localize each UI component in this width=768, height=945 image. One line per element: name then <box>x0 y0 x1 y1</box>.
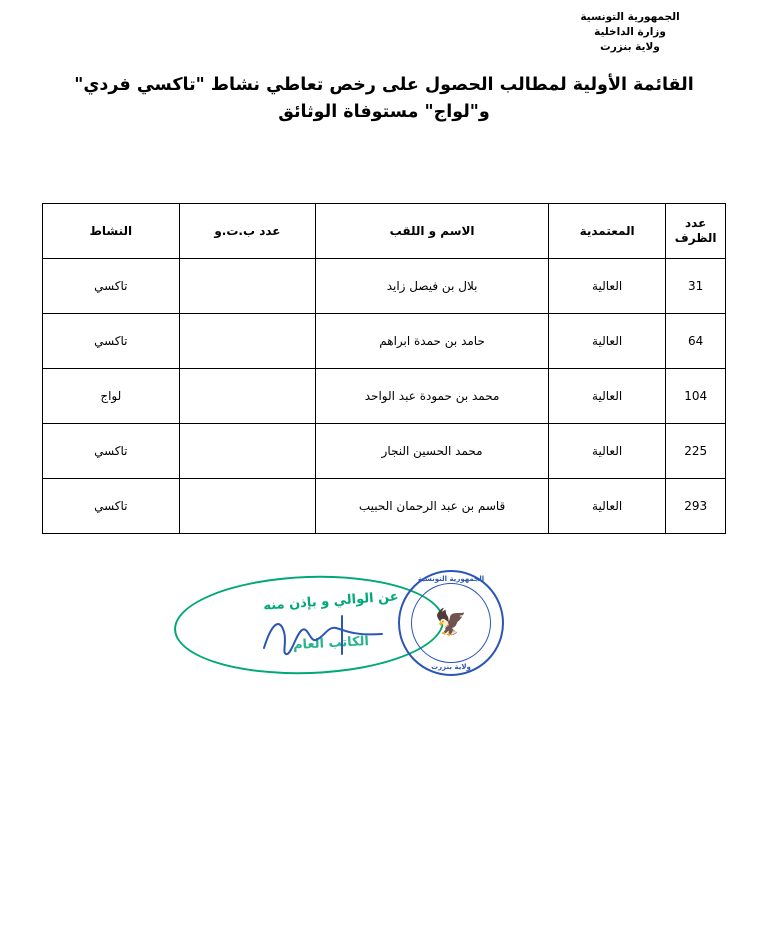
letterhead-ministry: وزارة الداخلية <box>594 26 666 39</box>
page-title <box>0 72 768 126</box>
page-title-line-2: و"لواج" مستوفاة الوثائق <box>278 102 490 123</box>
cell-activity: تاكسي <box>43 259 180 314</box>
column-header-delegation: المعتمدية <box>548 204 665 259</box>
cell-id-number <box>179 369 316 424</box>
cell-id-number <box>179 259 316 314</box>
cell-id-number <box>179 424 316 479</box>
cell-delegation: العالية <box>548 479 665 534</box>
page-title-line-1: القائمة الأولية لمطالب الحصول على رخص تعاطي نشاط "تاكسي فردي" <box>74 75 694 95</box>
cell-activity: لواج <box>43 369 180 424</box>
stamp-top-text: الجمهورية التونسية <box>417 575 485 583</box>
cell-delegation: العالية <box>548 424 665 479</box>
column-header-envelope-number-line1: عدد <box>685 216 707 230</box>
applicants-table-container <box>42 203 726 534</box>
cell-activity: تاكسي <box>43 479 180 534</box>
stamp-bottom-text: ولاية بنزرت <box>431 663 471 671</box>
table-row <box>43 369 726 424</box>
cell-activity: تاكسي <box>43 314 180 369</box>
table-header <box>43 204 726 259</box>
eagle-emblem-icon: 🦅 <box>434 608 468 638</box>
cell-full-name: قاسم بن عبد الرحمان الحبيب <box>316 479 549 534</box>
cell-id-number <box>179 479 316 534</box>
table-body <box>43 259 726 534</box>
column-header-envelope-number-line2: الظرف <box>674 231 717 245</box>
cell-full-name: محمد الحسين النجار <box>316 424 549 479</box>
cell-envelope-number: 104 <box>666 369 726 424</box>
table-header-row <box>43 204 726 259</box>
cell-delegation: العالية <box>548 369 665 424</box>
letterhead-governorate: ولاية بنزرت <box>600 41 660 54</box>
cell-full-name: محمد بن حمودة عبد الواحد <box>316 369 549 424</box>
table-row <box>43 314 726 369</box>
cell-activity: تاكسي <box>43 424 180 479</box>
cell-id-number <box>179 314 316 369</box>
column-header-activity: النشاط <box>43 204 180 259</box>
letterhead <box>520 10 740 56</box>
cell-full-name: بلال بن فيصل زايد <box>316 259 549 314</box>
cell-envelope-number: 225 <box>666 424 726 479</box>
official-stamp-icon <box>398 570 504 676</box>
cell-delegation: العالية <box>548 259 665 314</box>
letterhead-country: الجمهورية التونسية <box>580 11 680 23</box>
cell-delegation: العالية <box>548 314 665 369</box>
column-header-envelope-number <box>666 204 726 259</box>
column-header-id-number: عدد ب.ت.و <box>179 204 316 259</box>
table-row <box>43 424 726 479</box>
signature-area <box>150 560 530 700</box>
cell-envelope-number: 31 <box>666 259 726 314</box>
table-row <box>43 479 726 534</box>
cell-envelope-number: 64 <box>666 314 726 369</box>
table-row <box>43 259 726 314</box>
signature-role-text: الكاتب العام <box>292 634 370 653</box>
cell-full-name: حامد بن حمدة ابراهم <box>316 314 549 369</box>
signature-authority-text: عن الوالي و بإذن منه <box>262 589 400 614</box>
applicants-table <box>42 203 726 534</box>
handwritten-signature-icon <box>258 604 388 664</box>
column-header-full-name: الاسم و اللقب <box>316 204 549 259</box>
cell-envelope-number: 293 <box>666 479 726 534</box>
